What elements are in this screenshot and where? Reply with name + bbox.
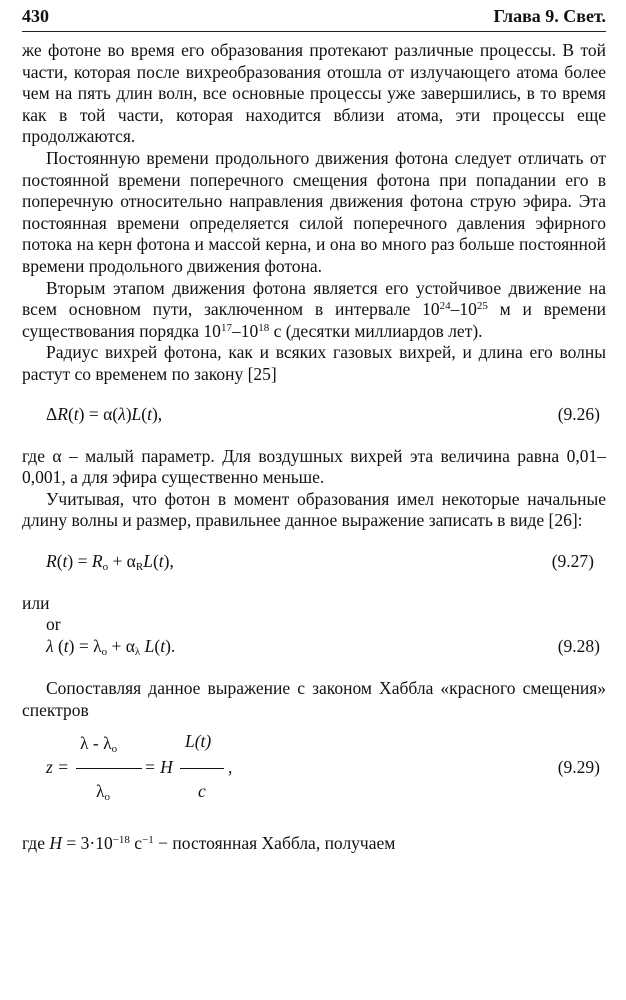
fraction-left-numerator: λ - $\lambda_o$	[80, 733, 118, 756]
equals-H: = H	[144, 757, 173, 778]
header-rule	[22, 31, 606, 32]
equation-9-29: z = λ - $\lambda_o$ $\lambda_o$ = H L(t) c , (9.29)	[46, 731, 600, 804]
document-page	[22, 0, 606, 1000]
fraction-right-denominator: c	[198, 781, 206, 802]
equation-number: (9.27)	[551, 550, 594, 571]
equation-comma: ,	[228, 757, 233, 778]
fraction-left-denominator: $\lambda_o$	[96, 781, 110, 804]
equation-9-26	[22, 404, 606, 426]
equation-9-27	[22, 551, 606, 573]
equation-formula: λ $(t) = \lambda_o + \alpha_\lambda$ L(t).	[46, 636, 176, 659]
word-ili: или	[22, 592, 50, 613]
fraction-right-numerator: L(t)	[185, 731, 212, 752]
equation-number: (9.28)	[557, 636, 600, 657]
fraction-bar-left	[76, 768, 142, 769]
paragraph-8: где $H = 3\cdot 10^{-18}$ $с^{-1}$ − постоянная Хаббла, получаем	[22, 833, 396, 854]
equation-formula: ΔR(t) = α(λ)L(t),	[46, 403, 163, 424]
equation-9-28	[22, 636, 606, 658]
word-or: or	[46, 614, 61, 635]
paragraph-5: где α – малый параметр. Для воздушных вихрей эта величина равна 0,01–0,001, а для эфира существенно меньше.	[22, 445, 606, 488]
paragraph-1: же фотоне во время его образования протекают различные процессы. В той части, которая после вихреобразования отошла от излучающего атома более чем на пять длин волн, все основные процессы уже завершились, в то время как в той части, которая находится вблизи атома, эти процессы еще продолжаются.	[22, 40, 606, 147]
page-body	[22, 40, 606, 855]
page-header	[22, 6, 606, 30]
equation-number: (9.26)	[557, 403, 600, 424]
paragraph-6: Учитывая, что фотон в момент образования имел некоторые начальные длину волны и размер, правильнее данное выражение записать в виде [26]:	[22, 488, 606, 531]
paragraph-4: Радиус вихрей фотона, как и всяких газовых вихрей, и длина его волны растут со временем по закону [25]	[22, 342, 606, 384]
paragraph-3: Вторым этапом движения фотона является его устойчивое движение на всем основном пути, заключенном в интервале $10^{24}-10^{25}$ м и времени существования порядка $10^{17}-10^{18}$ с (десятки миллиардов лет).	[22, 277, 607, 341]
page-number: 430	[22, 6, 49, 26]
fraction-bar-right	[180, 768, 224, 769]
equation-number: (9.29)	[557, 757, 600, 778]
paragraph-2: Постоянную времени продольного движения фотона следует отличать от постоянной времени поперечного смещения фотона при попадании его в поперечную относительно направления движения фотона струю эфира. Эта постоянная времени определяется силой поперечного давления эфирного потока на керн фотона и массой керна, и она во много раз больше постоянной времени продольного движения фотона.	[22, 147, 606, 276]
paragraph-7: Сопоставляя данное выражение с законом Хаббла «красного смещения» спектров	[22, 678, 606, 720]
equation-formula: $R(t) = R_o + \alpha_RL(t)$,	[46, 550, 174, 573]
chapter-title: Глава 9. Свет.	[493, 6, 606, 26]
